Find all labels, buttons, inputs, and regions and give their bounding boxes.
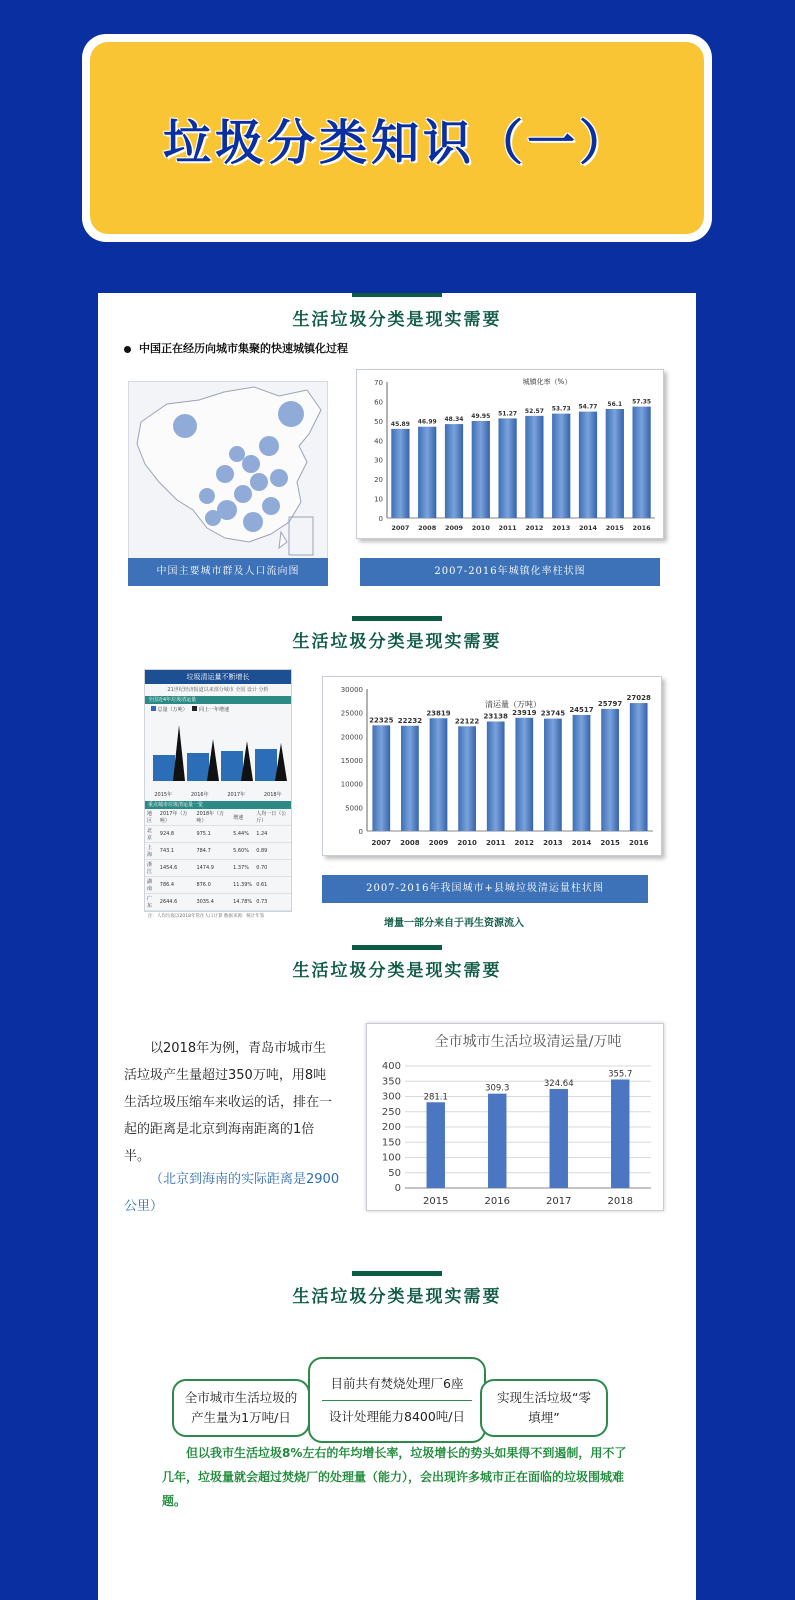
bar bbox=[630, 703, 648, 831]
flow-line-1: 目前共有焚烧处理厂6座 bbox=[330, 1375, 464, 1391]
x-tick-label: 2012 bbox=[514, 839, 535, 847]
bar bbox=[550, 1089, 568, 1188]
bar bbox=[418, 427, 436, 518]
bottom-paragraph: 但以我市生活垃圾8%左右的年均增长率，垃圾增长的势头如果得不到遏制，用不了几年，垃圾量就会超过焚烧厂的处理量（能力），会出现许多城市正在面临的垃圾围城难题。 bbox=[162, 1446, 627, 1508]
map-caption: 中国主要城市群及人口流向图 bbox=[128, 558, 328, 586]
y-tick-label: 60 bbox=[374, 398, 383, 407]
y-tick-label: 30000 bbox=[340, 686, 363, 694]
data-label: 45.89 bbox=[390, 420, 410, 428]
y-tick-label: 0 bbox=[394, 1183, 401, 1194]
bar bbox=[498, 418, 516, 518]
infographic-footnote: 注：人均垃圾以2018年常住人口计算 数据来源：统计年鉴 bbox=[148, 914, 265, 919]
bar bbox=[391, 429, 409, 518]
bar bbox=[525, 416, 543, 518]
y-tick-label: 5000 bbox=[345, 804, 363, 813]
section-title: 生活垃圾分类是现实需要 bbox=[292, 632, 502, 652]
infographic-band: 重点城市垃圾清运量一览 bbox=[145, 801, 291, 809]
infographic-table: 地区 2017年（万吨） 2018年（万吨） 增速 人均一日（公斤） 北京 924.8 975.1 5.44% 1.24 上海 743.1 784.7 5.60% 0.89 浙江 1454.6 1474.9 1.37% 0.70 湖南 786.4 876.0 11.39% 0.61 广东 2644.6 3035.4 14.78% 0.73 bbox=[145, 809, 291, 911]
data-label: 281.1 bbox=[423, 1092, 448, 1103]
data-label: 48.34 bbox=[444, 416, 464, 424]
collection-chart-svg bbox=[323, 677, 663, 857]
x-tick-label: 2007 bbox=[391, 524, 410, 532]
bullet-line bbox=[124, 340, 348, 356]
garbage-infographic bbox=[144, 669, 292, 919]
page-title: 垃圾分类知识（一） bbox=[162, 114, 631, 171]
x-tick-label: 2018 bbox=[607, 1196, 633, 1207]
flow-arrow bbox=[322, 1400, 472, 1401]
table-row: 湖南 786.4 876.0 11.39% 0.61 bbox=[145, 877, 291, 894]
bar bbox=[401, 726, 419, 831]
content-panel bbox=[98, 293, 696, 1600]
data-label: 22325 bbox=[369, 716, 394, 725]
y-tick-label: 50 bbox=[374, 417, 383, 426]
section-title: 生活垃圾分类是现实需要 bbox=[292, 961, 502, 981]
x-tick-label: 2010 bbox=[457, 839, 477, 847]
y-tick-label: 50 bbox=[388, 1167, 401, 1179]
china-map bbox=[128, 381, 328, 566]
bar bbox=[606, 409, 624, 518]
chart-title: 清运量（万吨） bbox=[485, 700, 541, 709]
infographic-legend: 总量（万吨） 同上一年增速 bbox=[145, 704, 291, 715]
flow-box-zero-landfill: 实现生活垃圾“零填埋” bbox=[480, 1379, 608, 1437]
bar bbox=[427, 1102, 445, 1188]
collection-chart bbox=[322, 676, 662, 856]
y-tick-label: 15000 bbox=[340, 757, 363, 765]
bar bbox=[458, 726, 476, 831]
x-tick-label: 2010 bbox=[471, 524, 490, 532]
y-tick-label: 20000 bbox=[340, 733, 363, 742]
urbanization-caption: 2007-2016年城镇化率柱状图 bbox=[360, 558, 660, 586]
data-label: 27028 bbox=[626, 694, 651, 703]
x-tick-label: 2013 bbox=[543, 839, 563, 847]
collection-caption: 2007-2016年我国城市+县城垃圾清运量柱状图 bbox=[322, 875, 648, 903]
data-label: 309.3 bbox=[485, 1083, 510, 1094]
y-tick-label: 30 bbox=[374, 456, 383, 465]
section-header bbox=[98, 1271, 696, 1307]
flow-box-output: 全市城市生活垃圾的产生量为1万吨/日 bbox=[172, 1379, 310, 1437]
section-bar bbox=[352, 293, 442, 297]
table-row: 北京 924.8 975.1 5.44% 1.24 bbox=[145, 826, 291, 843]
y-tick-label: 100 bbox=[381, 1152, 401, 1164]
section-title: 生活垃圾分类是现实需要 bbox=[292, 310, 502, 330]
bar bbox=[579, 412, 597, 518]
bar bbox=[552, 414, 570, 518]
chart-title: 城镇化率（%） bbox=[522, 378, 572, 386]
section-bar bbox=[352, 945, 442, 950]
x-tick-label: 2016 bbox=[632, 524, 651, 532]
table-row: 浙江 1454.6 1474.9 1.37% 0.70 bbox=[145, 860, 291, 877]
data-label: 324.64 bbox=[543, 1078, 574, 1089]
bar bbox=[445, 424, 463, 518]
infographic-band: 全国近4年垃圾清运量 bbox=[145, 696, 291, 704]
x-tick-label: 2008 bbox=[418, 524, 437, 532]
y-tick-label: 350 bbox=[381, 1076, 401, 1088]
y-tick-label: 300 bbox=[381, 1091, 401, 1103]
qingdao-chart bbox=[366, 1023, 664, 1211]
y-tick-label: 10 bbox=[374, 495, 383, 504]
collection-note: 增量一部分来自于再生资源流入 bbox=[384, 918, 524, 929]
data-label: 23745 bbox=[540, 709, 566, 718]
data-label: 56.1 bbox=[607, 401, 623, 409]
y-tick-label: 70 bbox=[374, 379, 383, 387]
infographic-mini-chart bbox=[145, 715, 291, 787]
x-tick-label: 2017 bbox=[546, 1196, 572, 1207]
bar bbox=[632, 407, 650, 518]
title-card bbox=[82, 34, 712, 242]
data-label: 22232 bbox=[397, 716, 423, 725]
urbanization-chart bbox=[356, 369, 664, 539]
infographic-subtitle: 21世纪经济报道以来部分城市 全国 设计 分析 bbox=[167, 687, 269, 693]
y-tick-label: 250 bbox=[381, 1106, 401, 1118]
y-tick-label: 200 bbox=[381, 1122, 401, 1133]
x-tick-label: 2011 bbox=[498, 524, 517, 532]
table-row: 上海 743.1 784.7 5.60% 0.89 bbox=[145, 843, 291, 860]
y-tick-label: 10000 bbox=[340, 780, 363, 789]
x-tick-label: 2016 bbox=[628, 839, 649, 847]
data-label: 25797 bbox=[597, 699, 623, 708]
bar bbox=[430, 718, 448, 831]
data-label: 23138 bbox=[483, 712, 508, 721]
y-tick-label: 0 bbox=[378, 515, 383, 523]
data-label: 52.57 bbox=[524, 407, 544, 415]
x-tick-label: 2012 bbox=[525, 524, 544, 532]
data-label: 355.7 bbox=[608, 1069, 633, 1080]
bullet-icon bbox=[124, 346, 131, 353]
infographic-title: 垃圾清运量不断增长 bbox=[145, 670, 291, 684]
x-tick-label: 2016 bbox=[484, 1196, 510, 1207]
flow-line-2: 设计处理能力8400吨/日 bbox=[328, 1408, 466, 1424]
y-tick-label: 20 bbox=[374, 476, 383, 485]
distance-note: （北京到海南的实际距离是2900公里） bbox=[124, 1172, 340, 1214]
qingdao-paragraph: 以2018年为例，青岛市城市生活垃圾产生量超过350万吨，用8吨生活垃圾压缩车来收运的话，排在一起的距离是北京到海南距离的1倍半。 bbox=[124, 1041, 333, 1164]
x-tick-label: 2007 bbox=[371, 839, 392, 847]
section-bar bbox=[352, 1271, 442, 1276]
data-label: 57.35 bbox=[632, 398, 652, 406]
x-tick-label: 2013 bbox=[552, 524, 571, 532]
y-tick-label: 25000 bbox=[340, 709, 363, 718]
bullet-text: 中国正在经历向城市集聚的快速城镇化过程 bbox=[139, 342, 348, 355]
bar bbox=[472, 421, 490, 518]
title-banner bbox=[90, 42, 704, 234]
x-tick-label: 2015 bbox=[600, 839, 620, 847]
bar bbox=[515, 718, 533, 831]
section-header bbox=[98, 293, 696, 330]
data-label: 49.95 bbox=[471, 412, 491, 420]
bar bbox=[611, 1080, 629, 1188]
data-label: 22122 bbox=[454, 717, 480, 726]
bar bbox=[544, 719, 562, 831]
section-bar bbox=[352, 616, 442, 621]
bar bbox=[487, 721, 505, 831]
y-tick-label: 0 bbox=[358, 828, 363, 836]
x-tick-label: 2011 bbox=[485, 839, 506, 847]
x-tick-label: 2015 bbox=[423, 1196, 449, 1207]
chart-title: 全市城市生活垃圾清运量/万吨 bbox=[434, 1034, 622, 1050]
x-tick-label: 2014 bbox=[571, 839, 592, 847]
data-label: 46.99 bbox=[417, 418, 437, 426]
bar bbox=[601, 709, 619, 831]
x-tick-label: 2008 bbox=[400, 839, 420, 847]
section-header bbox=[98, 945, 696, 981]
infographic-years: 2015年 2016年 2017年 2018年 bbox=[154, 792, 282, 798]
y-tick-label: 150 bbox=[381, 1137, 401, 1149]
section-title: 生活垃圾分类是现实需要 bbox=[292, 1287, 502, 1307]
flow-box-facilities bbox=[308, 1357, 486, 1443]
urbanization-chart-svg bbox=[357, 370, 665, 540]
data-label: 24517 bbox=[569, 705, 594, 714]
x-tick-label: 2015 bbox=[605, 524, 624, 532]
bar bbox=[372, 725, 390, 831]
x-tick-label: 2009 bbox=[428, 839, 449, 847]
x-tick-label: 2009 bbox=[444, 524, 464, 532]
section-header bbox=[98, 616, 696, 652]
qingdao-chart-svg bbox=[367, 1024, 665, 1212]
data-label: 23819 bbox=[426, 709, 451, 718]
bar bbox=[573, 715, 591, 831]
y-tick-label: 40 bbox=[374, 437, 383, 446]
table-row: 广东 2644.6 3035.4 14.78% 0.73 bbox=[145, 894, 291, 911]
data-label: 53.73 bbox=[551, 405, 571, 413]
y-tick-label: 400 bbox=[381, 1061, 401, 1072]
data-label: 51.27 bbox=[498, 410, 518, 418]
x-tick-label: 2014 bbox=[578, 524, 598, 532]
data-label: 23919 bbox=[512, 708, 537, 717]
bar bbox=[488, 1094, 506, 1188]
data-label: 54.77 bbox=[578, 403, 598, 411]
china-map-icon bbox=[129, 382, 329, 567]
